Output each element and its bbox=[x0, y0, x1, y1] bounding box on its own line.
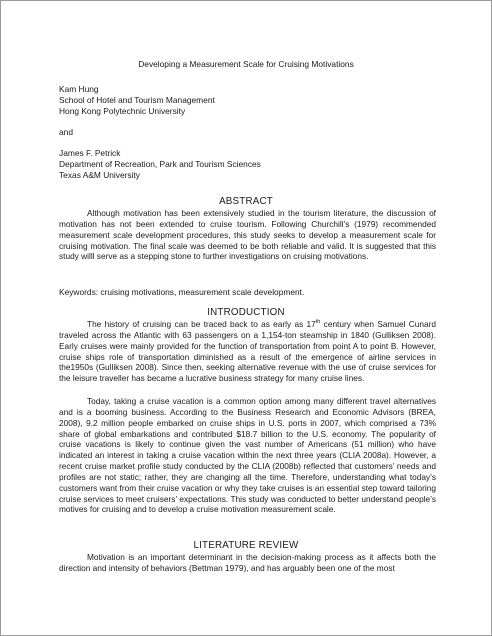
introduction-heading: INTRODUCTION bbox=[207, 307, 285, 318]
author2-institution: Texas A&M University bbox=[59, 170, 140, 180]
author2-name: James F. Petrick bbox=[59, 148, 121, 158]
literature-review-heading: LITERATURE REVIEW bbox=[193, 540, 299, 551]
paper-title: Developing a Measurement Scale for Cruising Motivations bbox=[138, 59, 354, 69]
and-separator: and bbox=[59, 127, 73, 137]
intro-p1-text-b: century when Samuel Cunard traveled across the Atlantic with 63 passengers on a 1,154-ton steamship in 1840 (Gulliksen 2008). Early cruises were mainly provided for the function of transportation from point A to point B. However, cruise ships role of transportation diminished as a result of the emergence of airline services in the1950s (Gulliksen 2008). Since then, seeking alternative revenue with the use of cruise services for the leisure traveller has became a lucrative business strategy for many cruise lines. bbox=[59, 319, 436, 384]
author1-department: School of Hotel and Tourism Management bbox=[59, 95, 215, 105]
author2-department: Department of Recreation, Park and Tourism Sciences bbox=[59, 159, 261, 169]
abstract-heading: ABSTRACT bbox=[219, 196, 273, 207]
abstract-body: Although motivation has been extensively studied in the tourism literature, the discussion of motivation has not been extended to cruise tourism. Following Churchill’s (1979) recommended measurement scale development procedures, this study seeks to develop a measurement scale for cruising motivation. The final scale was deemed to be both reliable and valid. It is suggested that this study willl serve as a stepping stone to further investigations on cruising motivations. bbox=[59, 208, 436, 262]
superscript-th: th bbox=[315, 319, 321, 326]
keywords: Keywords: cruising motivations, measurement scale development. bbox=[59, 287, 305, 297]
introduction-paragraph-2: Today, taking a cruise vacation is a common option among many different travel alternatives and is a booming business. According to the Business Research and Economic Advisors (BREA, 2008), 9.2 million people embarked on cruise ships in U.S. ports in 2007, which comprised a 73% share of global embarkations and contributed $18.7 billion to the U.S. economy. The popularity of cruise vacations is likely to continue given the vast number of Americans (51 million) who have indicated an interest in taking a cruise vacation within the next three years (CLIA 2008a). However, a recent cruise market profile study conducted by the CLIA (2008b) reflected that customers’ needs and profiles are not static; rather, they are changing all the time. Therefore, understanding what today’s customers want from their cruise vacation or why they take cruises is an essential step toward tailoring cruise services to meet cruisers’ expectations. This study was conducted to better understand people’s motives for cruising and to develop a cruise motivation measurement scale. bbox=[59, 396, 436, 515]
author1-name: Kam Hung bbox=[59, 84, 99, 94]
intro-p1-text-a: The history of cruising can be traced back to as early as 17 bbox=[87, 319, 316, 329]
literature-review-paragraph-1: Motivation is an important determinant in the decision-making process as it affects both the direction and intensity of behaviors (Bettman 1979), and has arguably been one of the most bbox=[59, 552, 436, 573]
introduction-paragraph-1 bbox=[59, 319, 436, 384]
author1-institution: Hong Kong Polytechnic University bbox=[59, 106, 186, 116]
